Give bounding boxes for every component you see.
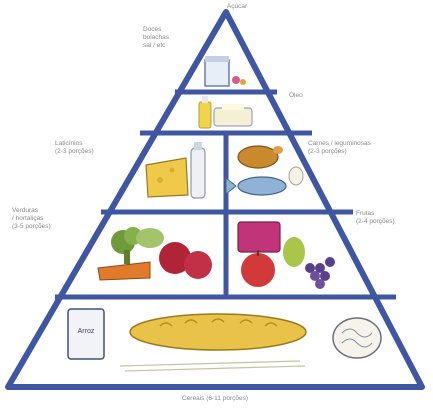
milk-bottle-icon <box>191 142 205 198</box>
pear-icon <box>283 237 305 267</box>
pasta-icon <box>333 318 381 358</box>
egg-icon <box>289 167 303 185</box>
cabbage-icon <box>136 228 164 248</box>
sweets-icon <box>232 76 246 85</box>
label-sweets: Doces bolachas sal / etc <box>143 26 170 49</box>
grapes-icon <box>305 257 335 289</box>
label-vegetables: Verduras / hortaliças (3-5 porções) <box>12 207 51 230</box>
label-grains: Cereais (6-11 porções) <box>182 395 248 402</box>
juice-icon <box>238 222 280 252</box>
butter-icon <box>214 104 252 126</box>
broccoli-icon <box>111 227 142 264</box>
label-fruits: Frutas (2-4 porções) <box>356 210 395 225</box>
apple-icon <box>241 250 275 287</box>
label-fats: Óleo <box>289 92 303 99</box>
cheese-icon <box>146 158 188 197</box>
flour-bag-text: Arroz <box>77 328 95 335</box>
label-protein: Carnes / leguminosas (2-3 porções) <box>308 140 371 155</box>
tomato-icon <box>159 242 212 279</box>
spaghetti-strands <box>120 361 305 371</box>
bread-icon <box>130 314 306 350</box>
fish-icon <box>226 177 286 195</box>
sugar-jar-icon <box>205 56 229 86</box>
chicken-icon <box>238 146 283 168</box>
carrot-icon <box>98 262 150 280</box>
oil-bottle-icon <box>199 96 211 128</box>
apex-label: Açúcar <box>226 3 248 10</box>
label-dairy: Laticínios (2-3 porções) <box>55 140 94 155</box>
